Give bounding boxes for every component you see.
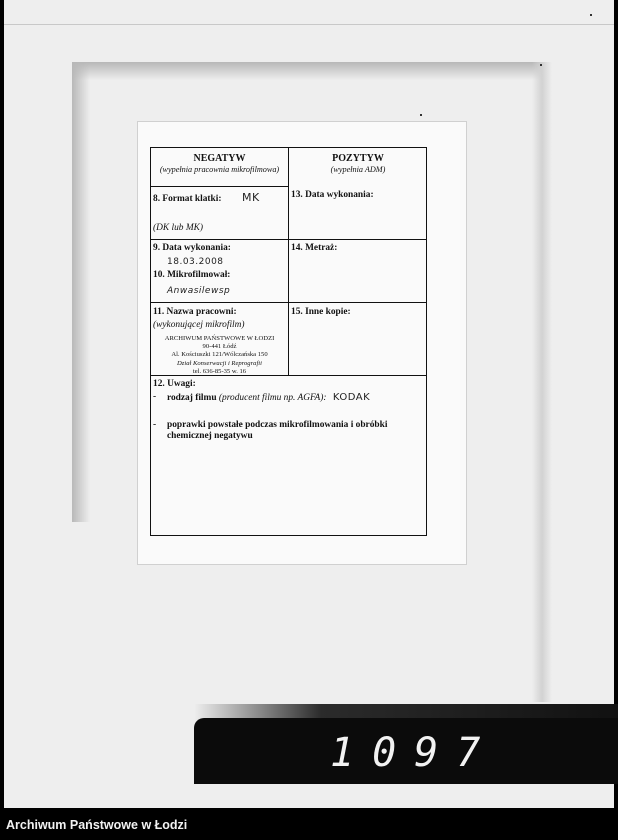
scan-shadow-left (72, 62, 90, 522)
form-table (150, 147, 427, 536)
field-9-value: 18.03.2008 (167, 257, 224, 267)
bullet-2-line-2: chemicznej negatywu (167, 431, 253, 441)
column-divider (288, 148, 289, 376)
field-11-label: 11. Nazwa pracowni: (153, 307, 237, 317)
footer-label: Archiwum Państwowe w Łodzi (6, 818, 188, 832)
stamp-line-5: tel. 636-85-35 w. 16 (192, 367, 247, 375)
field-10-value: Anwasilewsp (167, 286, 231, 296)
field-9-label: 9. Data wykonania: (153, 243, 231, 253)
microfilm-card (138, 122, 466, 564)
scan-shadow-right (532, 62, 552, 702)
stamp-line-4: Dział Konserwacji i Reprografii (177, 359, 262, 367)
dust-speck (590, 14, 592, 16)
row-divider-1 (151, 239, 426, 240)
bullet-1-mark: - (153, 392, 157, 402)
bullet-1-value: KODAK (332, 392, 371, 403)
field-12-label: 12. Uwagi: (153, 379, 196, 389)
field-15-label: 15. Inne kopie: (291, 307, 351, 317)
negatyw-title: NEGATYW (193, 153, 246, 164)
institution-stamp (151, 335, 288, 376)
field-8-hint: (DK lub MK) (153, 223, 203, 233)
field-13-label: 13. Data wykonania: (291, 190, 374, 200)
field-14-label: 14. Metraż: (291, 243, 338, 253)
bullet-2-mark: - (153, 420, 157, 430)
stamp-line-3: Al. Kościuszki 121/Wólczańska 150 (171, 351, 268, 359)
negatyw-subtitle: (wypełnia pracownia mikrofilmowa) (159, 165, 280, 174)
bullet-2-line-1: poprawki powstałe podczas mikrofilmowania i obróbki (167, 420, 388, 430)
bullet-1 (167, 392, 370, 404)
scan-edge-line (4, 24, 614, 25)
bullet-1-label: rodzaj filmu (167, 393, 217, 403)
pozytyw-subtitle: (wypełnia ADM) (330, 165, 386, 174)
field-8-label: 8. Format klatki: (153, 194, 222, 204)
stamp-line-2: 90-441 Łódź (202, 343, 237, 351)
row-divider-2 (151, 302, 426, 303)
pozytyw-title: POZYTYW (332, 153, 384, 164)
frame-number: 1097 (330, 730, 499, 776)
scan-shadow-top (72, 62, 542, 80)
stamp-line-1: ARCHIWUM PAŃSTWOWE W ŁODZI (164, 335, 275, 342)
field-11-subtitle: (wykonującej mikrofilm) (153, 320, 245, 330)
field-8-value: MK (242, 191, 260, 204)
bullet-1-hint: (producent filmu np. AGFA): (218, 393, 327, 403)
field-10-label: 10. Mikrofilmował: (153, 270, 231, 280)
dust-speck (540, 64, 542, 66)
dust-speck (420, 114, 422, 116)
header-divider-left (151, 186, 288, 187)
